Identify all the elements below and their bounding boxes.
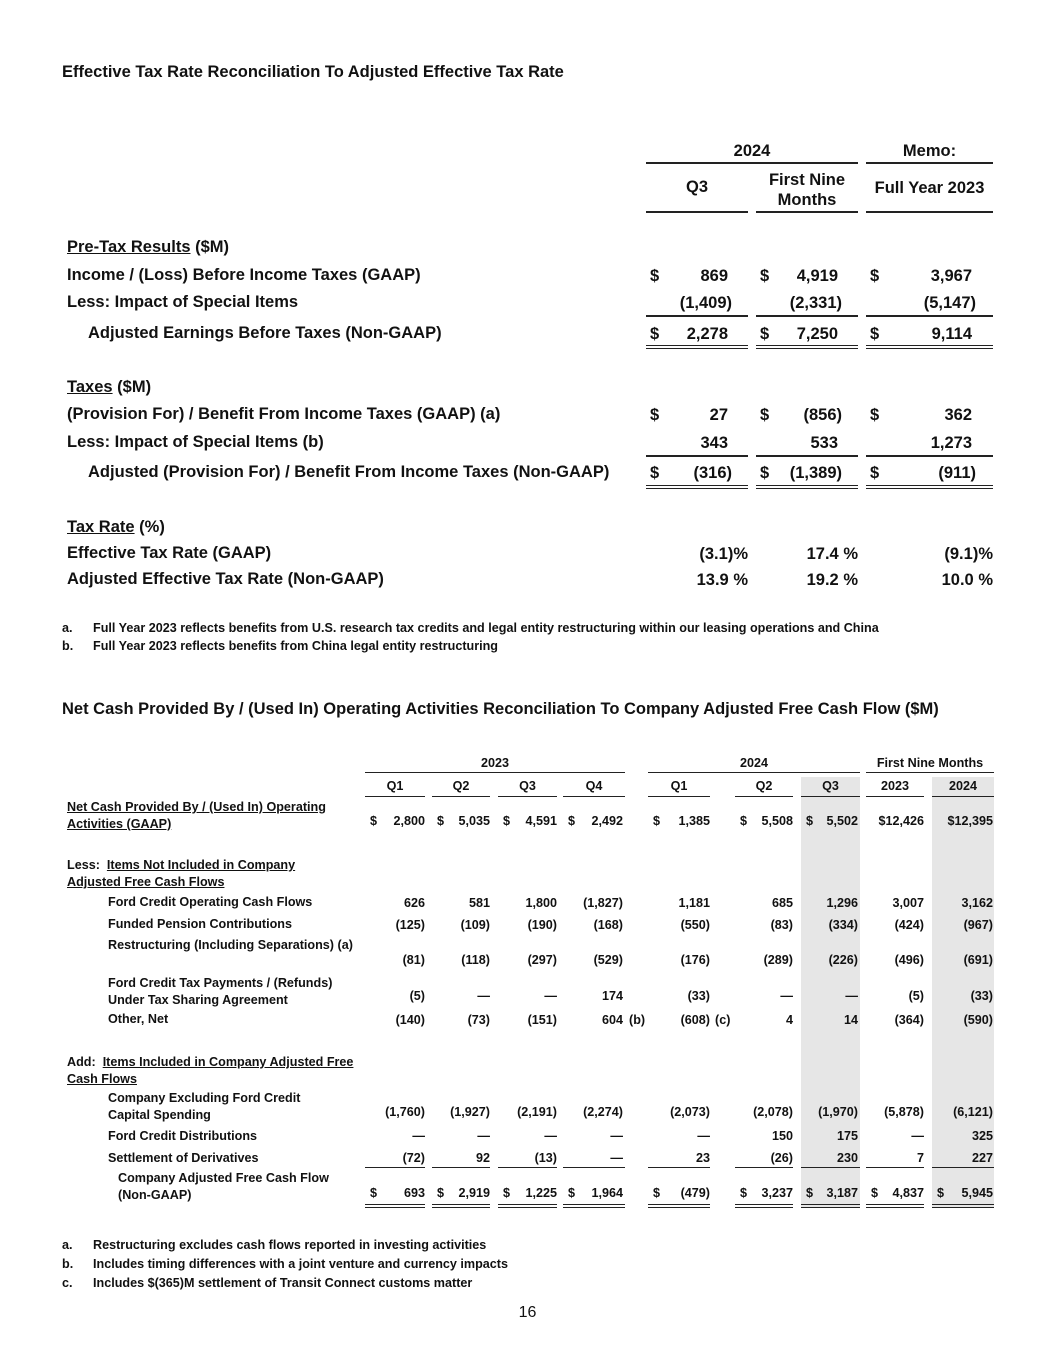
table-cell: — xyxy=(610,1129,623,1143)
table-cell: (140) xyxy=(395,1013,425,1027)
tax-rate-title: Effective Tax Rate Reconciliation To Adjusted Effective Tax Rate xyxy=(62,63,564,81)
column-header: Q3 xyxy=(519,779,536,793)
table-cell: (125) xyxy=(395,918,425,932)
table-cell: (479) xyxy=(680,1186,710,1200)
dollar-sign: $ xyxy=(740,1186,748,1200)
full-year-header: Full Year 2023 xyxy=(874,179,985,197)
column-header: Q4 xyxy=(585,779,603,793)
table-cell: (109) xyxy=(460,918,490,932)
table-cell: (2,078) xyxy=(753,1105,793,1119)
table-cell: (5) xyxy=(908,989,924,1003)
table-cell: 230 xyxy=(836,1151,858,1165)
table-cell: $12,395 xyxy=(947,814,993,828)
table-cell: 92 xyxy=(475,1151,490,1165)
taxes-heading-unit: ($M) xyxy=(117,378,152,396)
table-rule xyxy=(932,796,994,797)
row-label: Company Excluding Ford Credit Capital Spending xyxy=(108,1091,301,1122)
dollar-sign: $ xyxy=(871,1186,879,1200)
header-rule xyxy=(866,162,993,164)
row-label: Adjusted Earnings Before Taxes (Non-GAAP) xyxy=(88,324,442,342)
table-cell: (1,760) xyxy=(385,1105,425,1119)
table-rule xyxy=(735,796,793,797)
table-cell: 1,385 xyxy=(678,814,710,828)
table-cell: 2,800 xyxy=(393,814,425,828)
table-rule xyxy=(932,1204,994,1208)
sum-rule xyxy=(756,455,858,457)
row-label: Ford Credit Operating Cash Flows xyxy=(108,895,313,909)
dollar-sign: $ xyxy=(650,325,660,343)
table-cell: 14 xyxy=(843,1013,858,1027)
dollar-sign: $ xyxy=(870,325,880,343)
row-label: Funded Pension Contributions xyxy=(108,917,292,931)
table-cell: (297) xyxy=(527,953,557,967)
table-cell: 3,237 xyxy=(761,1186,793,1200)
table-cell: 693 xyxy=(403,1186,425,1200)
pretax-heading-unit: ($M) xyxy=(195,238,230,256)
dollar-sign: $ xyxy=(503,814,511,828)
table-rule xyxy=(563,1167,625,1168)
cell-nine: (2,331) xyxy=(789,294,842,312)
group-rule xyxy=(866,772,994,773)
sum-rule xyxy=(756,315,858,317)
table-cell: (81) xyxy=(402,953,425,967)
table-rule xyxy=(432,1204,490,1208)
table-rule xyxy=(365,1204,425,1208)
table-cell: (5) xyxy=(409,989,425,1003)
table-cell: (1,927) xyxy=(450,1105,490,1119)
table-cell: 626 xyxy=(403,896,425,910)
column-header: 2023 xyxy=(880,779,910,793)
cell-nine: 533 xyxy=(810,434,838,452)
sum-rule xyxy=(646,455,748,457)
group-2023: 2023 xyxy=(480,756,510,770)
table-rule xyxy=(801,1167,860,1168)
group-rule xyxy=(365,772,625,773)
cell-fy: (911) xyxy=(938,464,976,482)
table-cell: — xyxy=(911,1129,924,1143)
row-label: Ford Credit Distributions xyxy=(108,1129,258,1143)
dollar-sign: $ xyxy=(653,814,661,828)
cell-fy: 10.0 % xyxy=(941,571,993,589)
dollar-sign: $ xyxy=(937,1186,945,1200)
cell-nine: 19.2 % xyxy=(806,571,858,589)
total-label: Company Adjusted Free Cash Flow (Non-GAAP) xyxy=(118,1171,329,1202)
column-header: 2024 xyxy=(948,779,978,793)
table-cell: — xyxy=(780,989,793,1003)
table-rule xyxy=(932,1167,994,1168)
table-rule xyxy=(498,1167,557,1168)
table-cell: (168) xyxy=(593,918,623,932)
dollar-sign: $ xyxy=(760,464,770,482)
table-cell: — xyxy=(412,1129,425,1143)
table-cell: 7 xyxy=(916,1151,924,1165)
dollar-sign: $ xyxy=(650,267,660,285)
dollar-sign: $ xyxy=(437,814,445,828)
dollar-sign: $ xyxy=(370,1186,378,1200)
cell-q3: (1,409) xyxy=(679,294,732,312)
table-cell: 5,508 xyxy=(761,814,793,828)
table-cell: (118) xyxy=(461,953,490,967)
table-cell: (529) xyxy=(593,953,623,967)
table-rule xyxy=(866,1167,924,1168)
cell-fy: 9,114 xyxy=(931,325,972,343)
table-cell: (550) xyxy=(680,918,710,932)
table-cell: (176) xyxy=(680,953,710,967)
table-rule xyxy=(498,1204,557,1208)
dollar-sign: $ xyxy=(760,267,770,285)
footnote-mark: a. xyxy=(62,621,73,635)
column-header: Q3 xyxy=(822,779,839,793)
pretax-heading-label: Pre-Tax Results xyxy=(67,238,191,256)
row-label: Income / (Loss) Before Income Taxes (GAAP) xyxy=(67,266,421,284)
table-cell: (496) xyxy=(894,953,924,967)
dollar-sign: $ xyxy=(870,464,880,482)
column-header: Q1 xyxy=(670,779,688,793)
table-cell: (83) xyxy=(770,918,793,932)
footnote-mark: b. xyxy=(62,639,74,653)
table-cell: — xyxy=(544,1129,557,1143)
pretax-heading xyxy=(67,238,229,257)
footnote-text: Restructuring excludes cash flows reported in investing activities xyxy=(93,1238,487,1252)
table-cell: (226) xyxy=(828,953,858,967)
row-label: Effective Tax Rate (GAAP) xyxy=(67,544,272,562)
table-cell: (13) xyxy=(534,1151,557,1165)
dollar-sign: $ xyxy=(437,1186,445,1200)
cell-nine: (856) xyxy=(803,406,842,424)
page-number: 16 xyxy=(518,1304,537,1321)
sum-rule xyxy=(866,315,993,317)
table-cell: 174 xyxy=(601,989,623,1003)
dollar-sign: $ xyxy=(568,814,576,828)
table-rule xyxy=(648,1167,710,1168)
table-rule xyxy=(498,796,557,797)
table-rule xyxy=(801,796,860,797)
total-double-rule xyxy=(756,345,858,349)
table-cell: 3,162 xyxy=(961,896,993,910)
header-rule xyxy=(646,211,748,213)
footnote-mark: c. xyxy=(62,1276,73,1290)
table-cell: 581 xyxy=(468,896,490,910)
cell-fy: (5,147) xyxy=(923,294,976,312)
table-cell: — xyxy=(544,989,557,1003)
table-cell: 325 xyxy=(971,1129,993,1143)
table-cell: (2,073) xyxy=(670,1105,710,1119)
table-cell: 1,296 xyxy=(826,896,858,910)
table-cell: — xyxy=(845,989,858,1003)
column-header: Q2 xyxy=(755,779,773,793)
cell-q3: (3.1)% xyxy=(699,545,748,563)
cell-nine: (1,389) xyxy=(789,464,842,482)
table-rule xyxy=(648,796,710,797)
table-cell: — xyxy=(697,1129,710,1143)
sum-rule xyxy=(646,315,748,317)
column-header: Q2 xyxy=(452,779,470,793)
dollar-sign: $ xyxy=(760,406,770,424)
table-rule xyxy=(866,1204,924,1208)
group-2024: 2024 xyxy=(739,756,769,770)
table-cell: 1,181 xyxy=(678,896,710,910)
dollar-sign: $ xyxy=(806,1186,814,1200)
table-cell: (73) xyxy=(467,1013,490,1027)
table-cell: 5,502 xyxy=(826,814,858,828)
row-label: Other, Net xyxy=(108,1012,169,1026)
table-cell: (1,970) xyxy=(818,1105,858,1119)
cell-q3: 27 xyxy=(709,406,728,424)
rate-heading-label: Tax Rate xyxy=(67,518,135,536)
table-cell: (289) xyxy=(763,953,793,967)
row-label: Ford Credit Tax Payments / (Refunds) Under Tax Sharing Agreement xyxy=(108,976,333,1007)
cell-q3: 2,278 xyxy=(686,325,728,343)
table-cell: 1,800 xyxy=(525,896,557,910)
table-cell: 1,964 xyxy=(591,1186,623,1200)
row-label: Settlement of Derivatives xyxy=(108,1151,259,1165)
cell-q3: (316) xyxy=(693,464,732,482)
table-cell: (5,878) xyxy=(884,1105,924,1119)
group-rule xyxy=(648,772,860,773)
memo-header: Memo: xyxy=(902,142,957,160)
row-label: Adjusted Effective Tax Rate (Non-GAAP) xyxy=(67,570,384,588)
row-label: Less: Impact of Special Items xyxy=(67,293,299,311)
cell-fy: 1,273 xyxy=(930,434,972,452)
cell-nine: 4,919 xyxy=(796,267,838,285)
footnote-ref: (b) xyxy=(629,1013,646,1027)
dollar-sign: $ xyxy=(650,464,660,482)
net-cash-label: Net Cash Provided By / (Used In) Operating Activities (GAAP) xyxy=(67,800,326,831)
table-cell: 1,225 xyxy=(525,1186,557,1200)
table-rule xyxy=(648,1204,710,1208)
table-cell: (424) xyxy=(894,918,924,932)
column-header: Q1 xyxy=(386,779,404,793)
table-rule xyxy=(365,1167,425,1168)
table-cell: 685 xyxy=(771,896,793,910)
sum-rule xyxy=(866,455,993,457)
table-cell: (151) xyxy=(527,1013,557,1027)
footnote-text: Includes $(365)M settlement of Transit Connect customs matter xyxy=(93,1276,473,1290)
dollar-sign: $ xyxy=(740,814,748,828)
add-label: Items Included in Company Adjusted Free Cash Flows xyxy=(67,1055,354,1086)
taxes-heading xyxy=(67,378,151,397)
table-cell: 23 xyxy=(695,1151,710,1165)
table-cell: (6,121) xyxy=(953,1105,993,1119)
dollar-sign: $ xyxy=(370,814,378,828)
table-cell: (608) xyxy=(680,1013,710,1027)
table-cell: 175 xyxy=(836,1129,858,1143)
footnote-mark: a. xyxy=(62,1238,73,1252)
add-heading xyxy=(67,1054,357,1088)
row-label: Restructuring (Including Separations) (a) xyxy=(108,938,353,952)
footnote-text: Includes timing differences with a joint venture and currency impacts xyxy=(93,1257,508,1271)
table-cell: 3,187 xyxy=(826,1186,858,1200)
total-double-rule xyxy=(866,485,993,489)
dollar-sign: $ xyxy=(503,1186,511,1200)
table-cell: 4 xyxy=(785,1013,793,1027)
cell-fy: 3,967 xyxy=(930,267,972,285)
fcf-title: Net Cash Provided By / (Used In) Operating Activities Reconciliation To Company Adjusted Free Cash Flow ($M) xyxy=(62,700,939,718)
table-rule xyxy=(432,1167,490,1168)
total-double-rule xyxy=(646,345,748,349)
header-rule xyxy=(866,211,993,213)
table-rule xyxy=(866,796,924,797)
table-rule xyxy=(735,1204,793,1208)
dollar-sign: $ xyxy=(650,406,660,424)
table-cell: (2,191) xyxy=(517,1105,557,1119)
table-cell: 227 xyxy=(971,1151,993,1165)
rate-heading-unit: (%) xyxy=(139,518,165,536)
less-prefix: Less: xyxy=(67,858,100,872)
table-cell: (72) xyxy=(402,1151,425,1165)
footnote-text: Full Year 2023 reflects benefits from China legal entity restructuring xyxy=(93,639,498,653)
table-cell: 3,007 xyxy=(892,896,924,910)
table-rule xyxy=(432,796,490,797)
footnote-text: Full Year 2023 reflects benefits from U.S. research tax credits and legal entity restructuring within our leasing operations and China xyxy=(93,621,879,635)
table-cell: (190) xyxy=(527,918,557,932)
table-rule xyxy=(563,796,625,797)
table-cell: (1,827) xyxy=(583,896,623,910)
table-cell: 4,837 xyxy=(892,1186,924,1200)
table-cell: (33) xyxy=(970,989,993,1003)
dollar-sign: $ xyxy=(653,1186,661,1200)
group-nine: First Nine Months xyxy=(876,756,984,770)
row-label: Adjusted (Provision For) / Benefit From Income Taxes (Non-GAAP) xyxy=(88,463,610,481)
cell-fy: 362 xyxy=(944,406,972,424)
header-rule xyxy=(646,162,858,164)
cell-q3: 869 xyxy=(700,267,728,285)
row-label: Less: Impact of Special Items (b) xyxy=(67,433,324,451)
less-label: Items Not Included in Company Adjusted Free Cash Flows xyxy=(67,858,296,889)
table-cell: 2,919 xyxy=(458,1186,490,1200)
footnote-ref: (c) xyxy=(715,1013,731,1027)
dollar-sign: $ xyxy=(806,814,814,828)
table-cell: — xyxy=(477,989,490,1003)
add-prefix: Add: xyxy=(67,1055,96,1069)
cell-q3: 13.9 % xyxy=(696,571,748,589)
dollar-sign: $ xyxy=(760,325,770,343)
year-2024-header: 2024 xyxy=(733,142,771,160)
table-cell: (967) xyxy=(963,918,993,932)
table-cell: — xyxy=(610,1151,623,1165)
taxes-heading-label: Taxes xyxy=(67,378,113,396)
table-cell: 2,492 xyxy=(591,814,623,828)
cell-nine: 7,250 xyxy=(796,325,838,343)
table-cell: $12,426 xyxy=(878,814,924,828)
dollar-sign: $ xyxy=(870,267,880,285)
table-cell: 5,945 xyxy=(961,1186,993,1200)
total-double-rule xyxy=(756,485,858,489)
table-cell: (334) xyxy=(828,918,858,932)
table-cell: 604 xyxy=(601,1013,623,1027)
table-rule xyxy=(365,796,425,797)
less-heading xyxy=(67,857,327,891)
table-cell: 4,591 xyxy=(525,814,557,828)
first-nine-header: First Nine Months xyxy=(768,171,846,209)
rate-heading xyxy=(67,518,165,537)
table-cell: 150 xyxy=(771,1129,793,1143)
table-cell: (33) xyxy=(687,989,710,1003)
cell-fy: (9.1)% xyxy=(944,545,993,563)
total-double-rule xyxy=(866,345,993,349)
table-cell: (2,274) xyxy=(583,1105,623,1119)
header-rule xyxy=(756,211,858,213)
dollar-sign: $ xyxy=(568,1186,576,1200)
total-double-rule xyxy=(646,485,748,489)
table-rule xyxy=(563,1204,625,1208)
row-label: (Provision For) / Benefit From Income Taxes (GAAP) (a) xyxy=(67,405,501,423)
table-cell: — xyxy=(477,1129,490,1143)
dollar-sign: $ xyxy=(870,406,880,424)
table-cell: (364) xyxy=(894,1013,924,1027)
footnote-mark: b. xyxy=(62,1257,74,1271)
table-cell: (691) xyxy=(963,953,993,967)
table-cell: 5,035 xyxy=(458,814,490,828)
table-rule xyxy=(801,1204,860,1208)
table-cell: (26) xyxy=(770,1151,793,1165)
table-rule xyxy=(735,1167,793,1168)
cell-q3: 343 xyxy=(700,434,728,452)
table-cell: (590) xyxy=(963,1013,993,1027)
cell-nine: 17.4 % xyxy=(806,545,858,563)
q3-header: Q3 xyxy=(685,178,708,196)
